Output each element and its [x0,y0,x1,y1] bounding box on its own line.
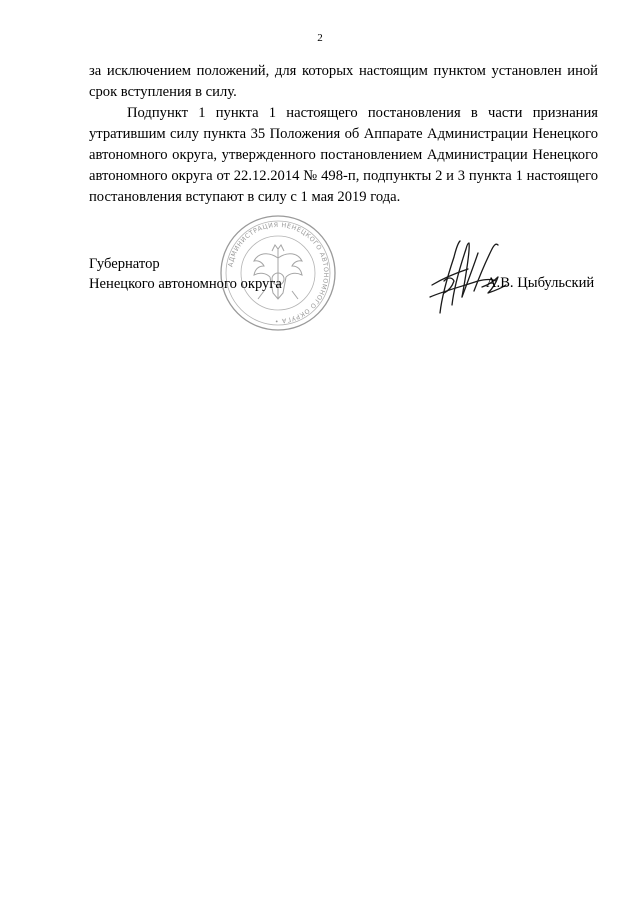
document-body [89,61,598,208]
signatory-position-line-2: Ненецкого автономного округа [89,276,282,292]
signatory-name: А.В. Цыбульский [486,275,595,291]
svg-text:АДМИНИСТРАЦИЯ НЕНЕЦКОГО АВТОНО: АДМИНИСТРАЦИЯ НЕНЕЦКОГО АВТОНОМНОГО ОКРУГА • [227,221,330,325]
page-number: 2 [317,32,323,44]
signatory-position [89,254,282,294]
body-paragraph-effective-date: Подпункт 1 пункта 1 настоящего постановления в части признания утратившим силу пункта 35 Положения об Аппарате Администрации Ненецкого автономного округа, утвержденного постановлением Администрации Ненецкого автономного округа от 22.12.2014 № 498-п, подпункты 2 и 3 пункта 1 настоящего постановления вступают в силу с 1 мая 2019 года. [89,105,598,205]
signatory-position-line-1: Губернатор [89,256,160,272]
body-paragraph-continuation: за исключением положений, для которых настоящим пунктом установлен иной срок вступления в силу. [89,63,598,100]
